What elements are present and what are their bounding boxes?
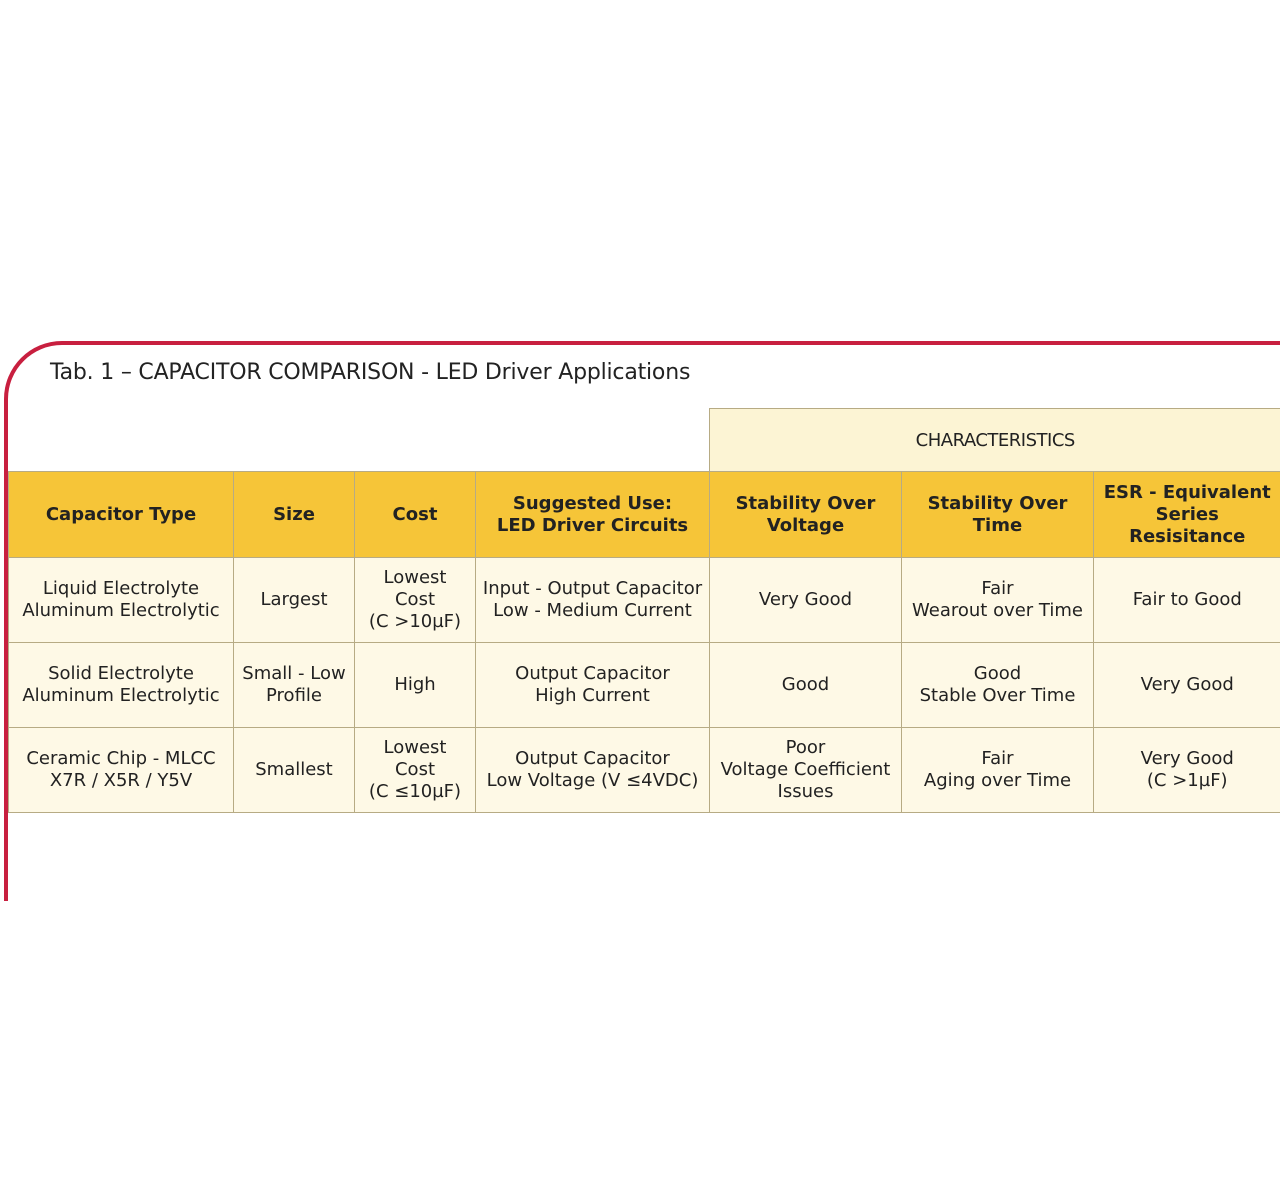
table-row xyxy=(9,728,1280,813)
cell-suggested-use: Output Capacitor High Current xyxy=(476,643,710,728)
cell-esr: Very Good (C >1µF) xyxy=(1094,728,1280,813)
col-header-capacitor-type: Capacitor Type xyxy=(9,472,234,558)
col-header-stability-voltage: Stability Over Voltage xyxy=(710,472,902,558)
col-header-esr: ESR - Equivalent Series Resisitance xyxy=(1094,472,1280,558)
cell-esr: Very Good xyxy=(1094,643,1280,728)
cell-stability-voltage: Good xyxy=(710,643,902,728)
col-header-size: Size xyxy=(234,472,355,558)
cell-size: Small - Low Profile xyxy=(234,643,355,728)
col-header-suggested-use: Suggested Use: LED Driver Circuits xyxy=(476,472,710,558)
cell-esr: Fair to Good xyxy=(1094,558,1280,643)
cell-cost: High xyxy=(355,643,476,728)
column-header-row xyxy=(9,472,1280,558)
col-header-cost: Cost xyxy=(355,472,476,558)
characteristics-header: CHARACTERISTICS xyxy=(710,409,1280,472)
cell-cost: Lowest Cost (C ≤10µF) xyxy=(355,728,476,813)
cell-stability-voltage: Poor Voltage Coefficient Issues xyxy=(710,728,902,813)
cell-capacitor-type: Ceramic Chip - MLCC X7R / X5R / Y5V xyxy=(9,728,234,813)
table-row xyxy=(9,643,1280,728)
table-title: Tab. 1 – CAPACITOR COMPARISON - LED Driver Applications xyxy=(50,360,691,385)
cell-capacitor-type: Solid Electrolyte Aluminum Electrolytic xyxy=(9,643,234,728)
cell-stability-time: Fair Wearout over Time xyxy=(902,558,1094,643)
cell-suggested-use: Output Capacitor Low Voltage (V ≤4VDC) xyxy=(476,728,710,813)
cell-stability-time: Fair Aging over Time xyxy=(902,728,1094,813)
group-header-row xyxy=(9,409,1280,472)
cell-size: Largest xyxy=(234,558,355,643)
cell-suggested-use: Input - Output Capacitor Low - Medium Current xyxy=(476,558,710,643)
table-row xyxy=(9,558,1280,643)
cell-cost: Lowest Cost (C >10µF) xyxy=(355,558,476,643)
cell-capacitor-type: Liquid Electrolyte Aluminum Electrolytic xyxy=(9,558,234,643)
cell-size: Smallest xyxy=(234,728,355,813)
capacitor-comparison-table xyxy=(8,408,1280,813)
cell-stability-voltage: Very Good xyxy=(710,558,902,643)
col-header-stability-time: Stability Over Time xyxy=(902,472,1094,558)
cell-stability-time: Good Stable Over Time xyxy=(902,643,1094,728)
